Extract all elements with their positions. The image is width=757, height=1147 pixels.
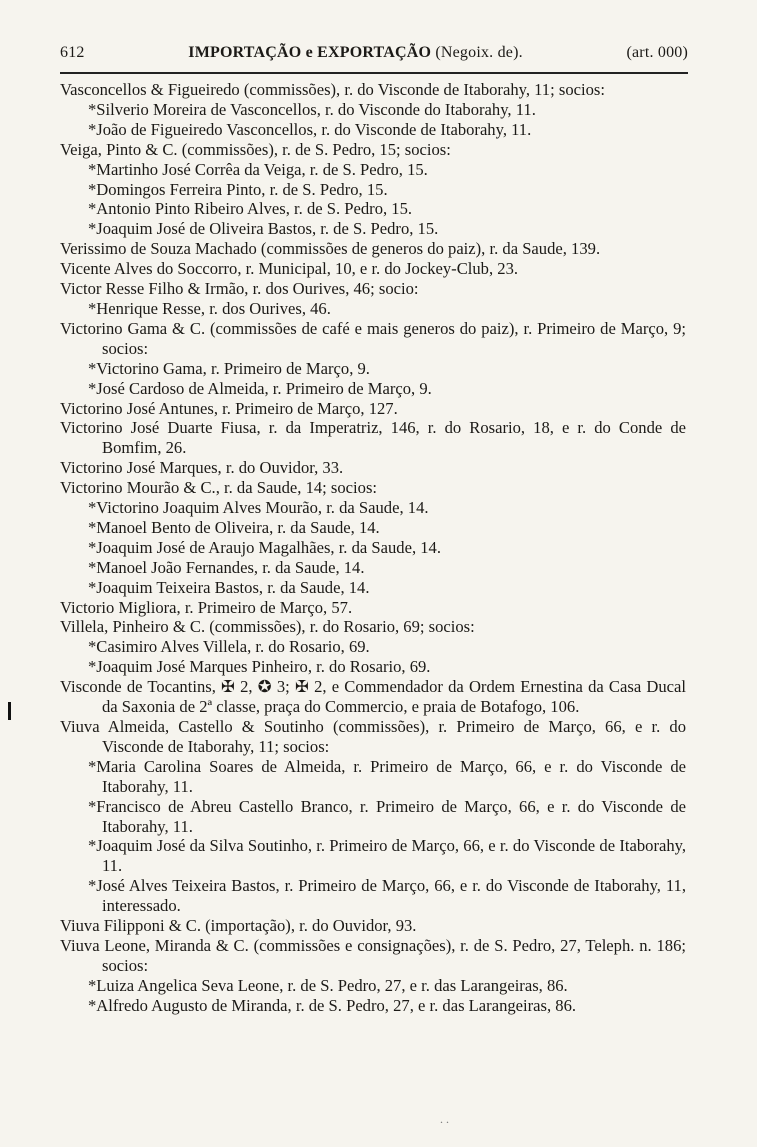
partner-entry: *Luiza Angelica Seva Leone, r. de S. Pedro, 27, e r. das Larangeiras, 86. — [88, 975, 568, 995]
firm-entry: Victorino José Marques, r. do Ouvidor, 33. — [60, 458, 344, 478]
footer-marks: . . — [440, 1112, 449, 1126]
entry-list — [60, 80, 686, 1016]
firm-entry: Viuva Filipponi & C. (importação), r. do Ouvidor, 93. — [60, 916, 417, 936]
partner-entry: *José Cardoso de Almeida, r. Primeiro de Março, 9. — [88, 378, 432, 398]
firm-entry: Victorino José Duarte Fiusa, r. da Imperatriz, 146, r. do Rosario, 18, e r. do Conde de Bomfim, 26. — [60, 418, 686, 458]
partner-entry: *Victorino Gama, r. Primeiro de Março, 9. — [88, 358, 370, 378]
firm-entry: Victorino Mourão & C., r. da Saude, 14; socios: — [60, 478, 378, 498]
running-title — [188, 44, 523, 62]
partner-entry: *Manoel Bento de Oliveira, r. da Saude, 14. — [88, 517, 380, 537]
firm-entry: Viuva Almeida, Castello & Soutinho (commissões), r. Primeiro de Março, 66, e r. do Visconde de Itaborahy, 11; socios: — [60, 717, 686, 756]
header-rule — [60, 72, 688, 74]
page-header — [60, 44, 688, 68]
firm-entry: Visconde de Tocantins, ✠ 2, ✪ 3; ✠ 2, e Commendador da Ordem Ernestina da Casa Ducal da Saxonia de 2ª classe, praça do Commercio, e praia de Botafogo, 106. — [60, 677, 686, 717]
partner-entry: *Joaquim José de Araujo Magalhães, r. da Saude, 14. — [88, 537, 442, 557]
partner-entry: *Joaquim José de Oliveira Bastos, r. de S. Pedro, 15. — [88, 219, 439, 239]
partner-entry: *Victorino Joaquim Alves Mourão, r. da Saude, 14. — [88, 498, 429, 518]
page-number: 612 — [60, 44, 85, 61]
firm-entry: Veiga, Pinto & C. (commissões), r. de S. Pedro, 15; socios: — [60, 139, 451, 159]
partner-entry: *Martinho José Corrêa da Veiga, r. de S. Pedro, 15. — [88, 159, 428, 179]
article-reference: (art. 000) — [626, 44, 688, 61]
firm-entry: Victorino Gama & C. (commissões de café e mais generos do paiz), r. Primeiro de Março, 9; socios: — [60, 318, 686, 358]
firm-entry: Vasconcellos & Figueiredo (commissões), r. do Visconde de Itaborahy, 11; socios: — [60, 80, 605, 99]
partner-entry: *Henrique Resse, r. dos Ourives, 46. — [88, 298, 331, 318]
partner-entry: *José Alves Teixeira Bastos, r. Primeiro de Março, 66, e r. do Visconde de Itaborahy, 11, interessado. — [88, 876, 686, 916]
margin-mark — [8, 702, 11, 720]
partner-entry: *Alfredo Augusto de Miranda, r. de S. Pedro, 27, e r. das Larangeiras, 86. — [88, 995, 577, 1015]
partner-entry: *João de Figueiredo Vasconcellos, r. do Visconde de Itaborahy, 11. — [88, 119, 532, 139]
firm-entry: Viuva Leone, Miranda & C. (commissões e consignações), r. de S. Pedro, 27, Teleph. n. 186; socios: — [60, 935, 686, 975]
section-subtitle: (Negoix. de). — [435, 44, 523, 61]
firm-entry: Verissimo de Souza Machado (commissões de generos do paiz), r. da Saude, 139. — [60, 239, 601, 259]
partner-entry: *Maria Carolina Soares de Almeida, r. Primeiro de Março, 66, e r. do Visconde de Itaborahy, 11. — [88, 756, 686, 796]
partner-entry: *Domingos Ferreira Pinto, r. de S. Pedro, 15. — [88, 179, 388, 199]
partner-entry: *Casimiro Alves Villela, r. do Rosario, 69. — [88, 637, 370, 657]
section-title: IMPORTAÇÃO e EXPORTAÇÃO — [188, 44, 432, 61]
firm-entry: Victorio Migliora, r. Primeiro de Março, 57. — [60, 597, 353, 617]
partner-entry: *Antonio Pinto Ribeiro Alves, r. de S. Pedro, 15. — [88, 199, 413, 219]
firm-entry: Victorino José Antunes, r. Primeiro de Março, 127. — [60, 398, 398, 418]
partner-entry: *Joaquim José Marques Pinheiro, r. do Rosario, 69. — [88, 657, 431, 677]
firm-entry: Victor Resse Filho & Irmão, r. dos Ourives, 46; socio: — [60, 279, 419, 299]
firm-entry: Villela, Pinheiro & C. (commissões), r. do Rosario, 69; socios: — [60, 617, 475, 637]
partner-entry: *Manoel João Fernandes, r. da Saude, 14. — [88, 557, 365, 577]
partner-entry: *Joaquim José da Silva Soutinho, r. Primeiro de Março, 66, e r. do Visconde de Itaborahy, 11. — [88, 836, 686, 876]
partner-entry: *Joaquim Teixeira Bastos, r. da Saude, 14. — [88, 577, 370, 597]
partner-entry: *Francisco de Abreu Castello Branco, r. Primeiro de Março, 66, e r. do Visconde de Itaborahy, 11. — [88, 796, 686, 836]
firm-entry: Vicente Alves do Soccorro, r. Municipal, 10, e r. do Jockey-Club, 23. — [60, 259, 519, 279]
partner-entry: *Silverio Moreira de Vasconcellos, r. do Visconde do Itaborahy, 11. — [88, 99, 536, 119]
